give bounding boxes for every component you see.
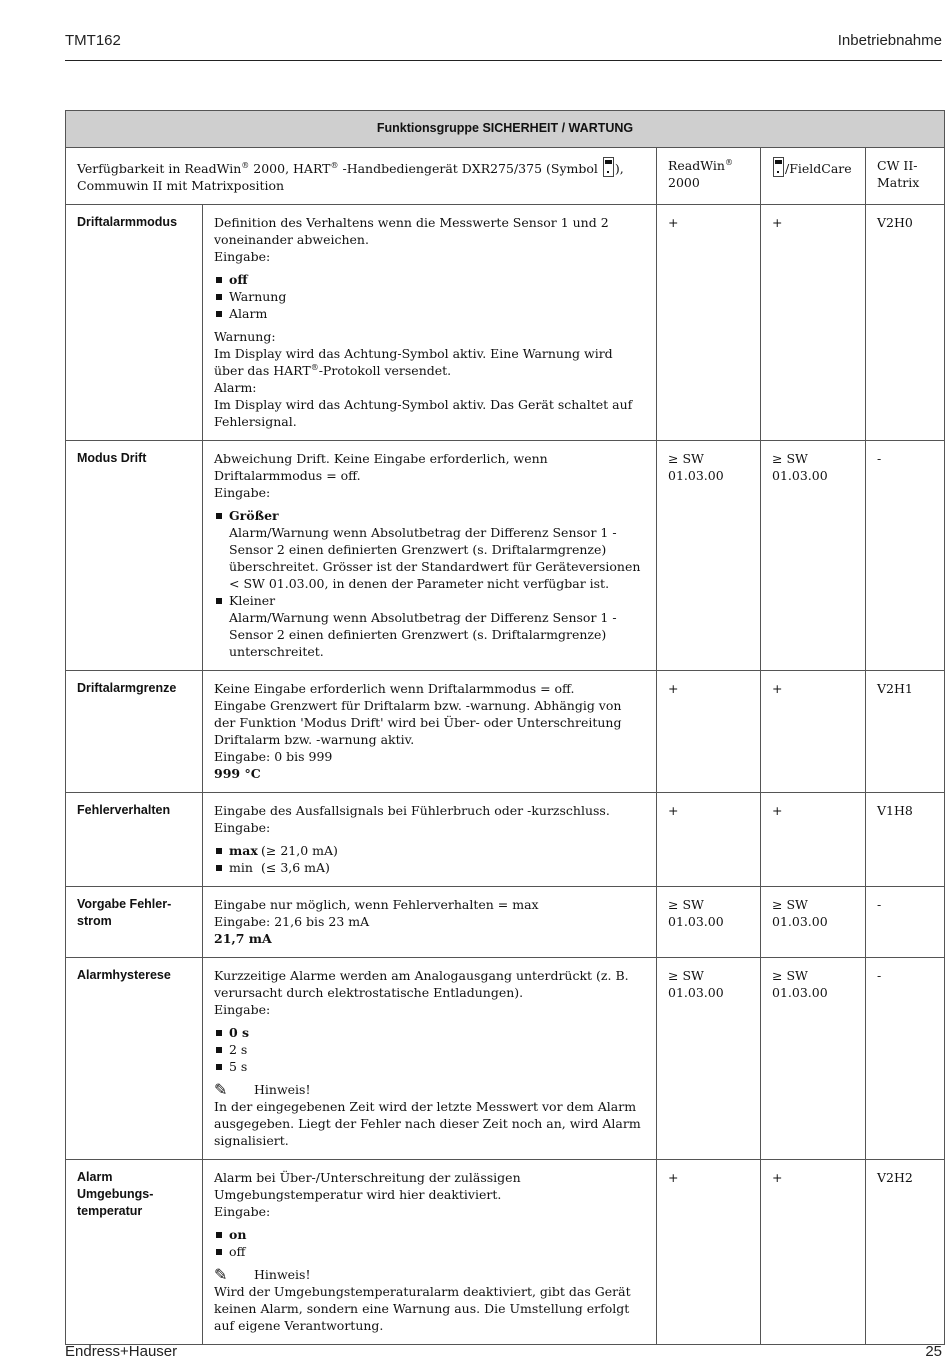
list-item: off [214,271,645,288]
fieldcare-availability: + [761,793,866,887]
table-row [66,671,945,793]
parameter-description: Eingabe nur möglich, wenn Fehlerverhalten = max Eingabe: 21,6 bis 23 mA 21,7 mA [203,887,657,958]
header-rule [65,60,942,61]
fieldcare-availability: + [761,1160,866,1345]
cw-matrix-position: - [866,958,945,1160]
fieldcare-availability: + [761,205,866,441]
list-item: 0 s [214,1024,645,1041]
cw-matrix-position: V2H2 [866,1160,945,1345]
header-section-title: Inbetriebnahme [837,32,942,49]
parameter-description: Abweichung Drift. Keine Eingabe erforderlich, wenn Driftalarmmodus = off. Eingabe: Größer Alarm/Warnung wenn Absolutbetrag der Differenz Sensor 1 - Sensor 2 einen definierten Grenzwert (s. Driftalarmgrenze) überschreitet. Grösser ist der Standardwert für Geräteversionen < SW 01.03.00, in denen der Parameter nicht verfügbar ist. Kleiner Alarm/Warnung wenn Absolutbetrag der Differenz Sensor 1 - Sensor 2 einen definierten Grenzwert (s. Driftalarmgrenze) unterschreitet. [203,441,657,671]
pencil-note-icon: ✎ [214,1264,228,1284]
cw-matrix-position: - [866,441,945,671]
group-title-row [66,111,945,148]
readwin-availability: ≥ SW 01.03.00 [657,958,761,1160]
note: ✎ Hinweis! [214,1264,311,1284]
cw-matrix-position: V2H0 [866,205,945,441]
column-header-row [66,148,945,205]
parameter-description: Eingabe des Ausfallsignals bei Fühlerbruch oder -kurzschluss. Eingabe: max (≥ 21,0 mA) min (≤ 3,6 mA) [203,793,657,887]
option-list [214,271,645,322]
table-row [66,887,945,958]
parameter-name: Alarm Umgebungs-temperatur [66,1160,203,1345]
readwin-availability: + [657,205,761,441]
readwin-availability: + [657,671,761,793]
parameter-name: Driftalarmmodus [66,205,203,441]
list-item: 5 s [214,1058,645,1075]
list-item: 2 s [214,1041,645,1058]
readwin-availability: + [657,793,761,887]
group-title: Funktionsgruppe SICHERHEIT / WARTUNG [66,111,945,148]
table-row [66,1160,945,1345]
col-header-readwin: ReadWin® 2000 [657,148,761,205]
option-list [214,1024,645,1075]
list-item: off [214,1243,645,1260]
parameter-description: Kurzzeitige Alarme werden am Analogausgang unterdrückt (z. B. verursacht durch elektrostatische Entladungen). Eingabe: 0 s 2 s 5 s ✎ Hinweis! In der eingegebenen Zeit wird der letzte Messwert vor dem Alarm ausgegeben. Liegt der Fehler nach dieser Zeit noch an, wird Alarm signalisiert. [203,958,657,1160]
list-item: Größer Alarm/Warnung wenn Absolutbetrag der Differenz Sensor 1 - Sensor 2 einen definierten Grenzwert (s. Driftalarmgrenze) überschreitet. Grösser ist der Standardwert für Geräteversionen < SW 01.03.00, in denen der Parameter nicht verfügbar ist. [214,507,645,592]
option-list [214,842,645,876]
list-item: min (≤ 3,6 mA) [214,859,645,876]
parameter-name: Fehlerverhalten [66,793,203,887]
default-value: 21,7 mA [214,931,272,946]
fieldcare-availability: ≥ SW 01.03.00 [761,887,866,958]
col-header-fieldcare: /FieldCare [761,148,866,205]
list-item: max (≥ 21,0 mA) [214,842,645,859]
parameter-name: Driftalarmgrenze [66,671,203,793]
table-row [66,958,945,1160]
fieldcare-availability: ≥ SW 01.03.00 [761,441,866,671]
readwin-availability: ≥ SW 01.03.00 [657,441,761,671]
parameter-name: Vorgabe Fehler-strom [66,887,203,958]
footer-company: Endress+Hauser [65,1343,178,1360]
parameter-name: Modus Drift [66,441,203,671]
function-group-table [65,110,945,1345]
cw-matrix-position: V2H1 [866,671,945,793]
parameter-description: Definition des Verhaltens wenn die Messwerte Sensor 1 und 2 voneinander abweichen. Eingabe: off Warnung Alarm Warnung: Im Display wird das Achtung-Symbol aktiv. Eine Warnung wird über das HART®-Protokoll versendet. Alarm: Im Display wird das Achtung-Symbol aktiv. Das Gerät schaltet auf Fehlersignal. [203,205,657,441]
pencil-note-icon: ✎ [214,1079,228,1099]
fieldcare-availability: + [761,671,866,793]
list-item: Alarm [214,305,645,322]
col-header-cw: CW II-Matrix [866,148,945,205]
availability-intro: Verfügbarkeit in ReadWin® 2000, HART® -Handbediengerät DXR275/375 (Symbol ), Commuwin II mit Matrixposition [66,148,657,205]
readwin-availability: ≥ SW 01.03.00 [657,887,761,958]
parameter-description: Alarm bei Über-/Unterschreitung der zulässigen Umgebungstemperatur wird hier deaktiviert. Eingabe: on off ✎ Hinweis! Wird der Umgebungstemperaturalarm deaktiviert, gibt das Gerät keinen Alarm, sondern eine Warnung aus. Die Umstellung erfolgt auf eigene Verantwortung. [203,1160,657,1345]
cw-matrix-position: V1H8 [866,793,945,887]
parameter-description: Keine Eingabe erforderlich wenn Driftalarmmodus = off. Eingabe Grenzwert für Driftalarm bzw. -warnung. Abhängig von der Funktion 'Modus Drift' wird bei Über- oder Unterschreitung Driftalarm bzw. -warnung aktiv. Eingabe: 0 bis 999 999 °C [203,671,657,793]
note: ✎ Hinweis! [214,1079,311,1099]
list-item: Kleiner Alarm/Warnung wenn Absolutbetrag der Differenz Sensor 1 - Sensor 2 einen definierten Grenzwert (s. Driftalarmgrenze) unterschreitet. [214,592,645,660]
fieldcare-availability: ≥ SW 01.03.00 [761,958,866,1160]
option-list [214,1226,645,1260]
readwin-availability: + [657,1160,761,1345]
table-row [66,441,945,671]
cw-matrix-position: - [866,887,945,958]
option-list [214,507,645,660]
parameter-name: Alarmhysterese [66,958,203,1160]
list-item: Warnung [214,288,645,305]
header-product-name: TMT162 [65,32,121,49]
table-row [66,793,945,887]
handheld-device-icon [773,157,784,177]
list-item: on [214,1226,645,1243]
handheld-device-icon [603,157,614,177]
default-value: 999 °C [214,766,261,781]
table-row [66,205,945,441]
page-number: 25 [925,1343,942,1360]
